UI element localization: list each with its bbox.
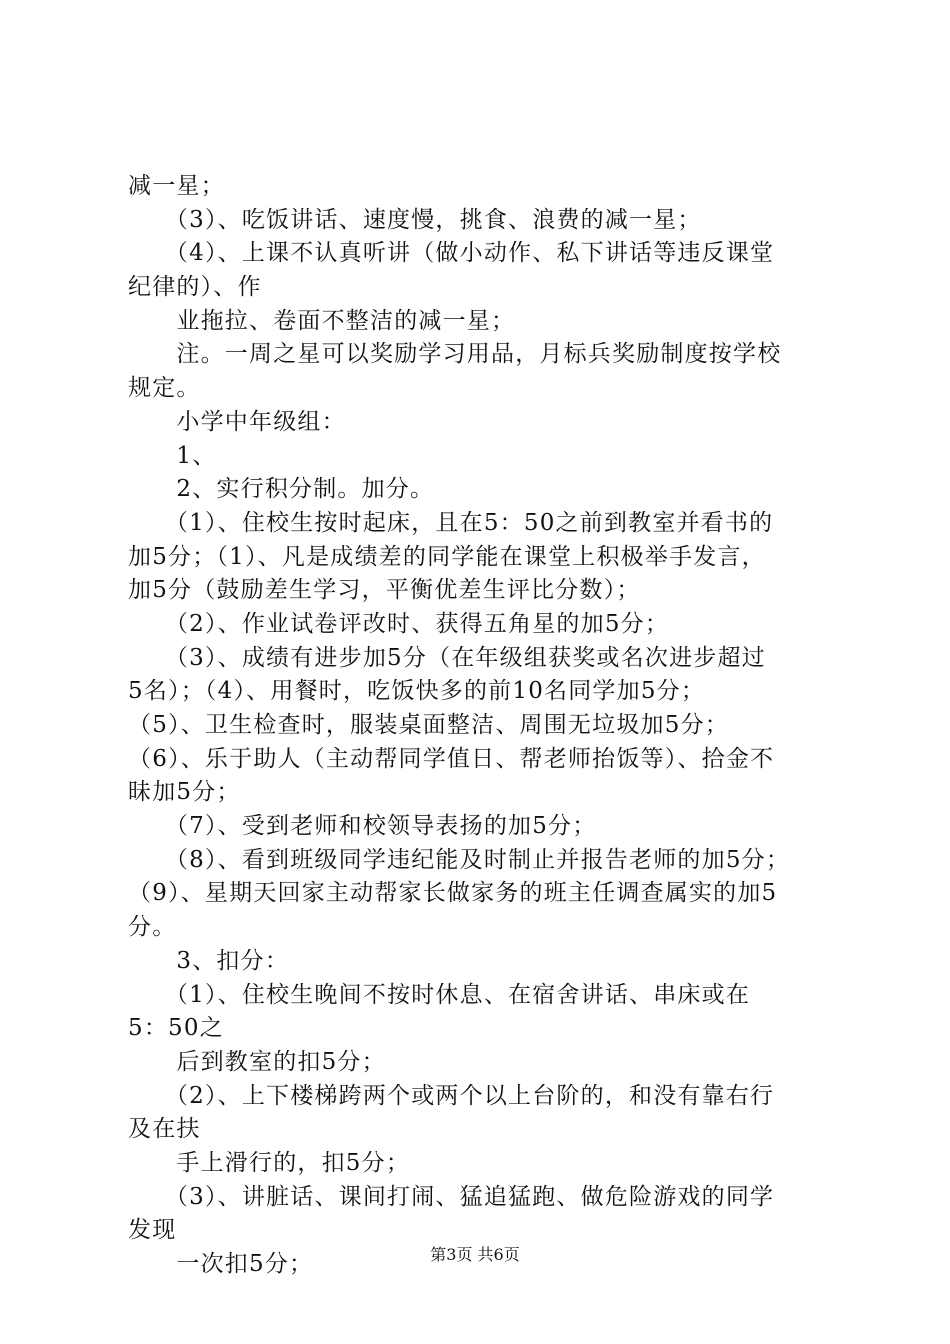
- text-line: 及在扶: [128, 1116, 201, 1143]
- text-line: （5）、卫生检查时，服装桌面整洁、周围无垃圾加5分；: [128, 712, 729, 738]
- text-line: （3）、吃饭讲话、速度慢，挑食、浪费的减一星；: [128, 206, 702, 233]
- text-line: （2）、上下楼梯跨两个或两个以上台阶的，和没有靠右行: [128, 1082, 775, 1109]
- text-line: 手上滑行的，扣5分；: [128, 1149, 411, 1176]
- text-line: （3）、讲脏话、课间打闹、猛追猛跑、做危险游戏的同学: [128, 1183, 775, 1210]
- text-line: （9）、星期天回家主动帮家长做家务的班主任调查属实的加5: [128, 880, 778, 907]
- text-line: 小学中年级组：: [128, 408, 346, 435]
- text-line: 昧加5分；: [128, 779, 241, 806]
- text-line: （6）、乐于助人（主动帮同学值日、帮老师抬饭等）、拾金不: [128, 745, 775, 772]
- text-line: 加5分（鼓励差生学习，平衡优差生评比分数）；: [128, 577, 641, 604]
- text-line: 发现: [128, 1217, 177, 1244]
- text-line: （4）、上课不认真听讲（做小动作、私下讲话等违反课堂: [128, 240, 775, 267]
- text-line: 5名）；（4）、用餐时，吃饭快多的前10名同学加5分；: [128, 678, 706, 705]
- text-line: 规定。: [128, 375, 201, 402]
- text-line: 2、实行积分制。加分。: [128, 476, 435, 503]
- text-line: （1）、住校生晚间不按时休息、在宿舍讲话、串床或在: [128, 981, 751, 1008]
- text-line: 加5分；（1）、凡是成绩差的同学能在课堂上积极举手发言，: [128, 543, 766, 570]
- body-text: [128, 170, 838, 1282]
- text-line: 分。: [128, 914, 177, 941]
- text-line: 3、扣分：: [128, 947, 290, 974]
- text-line: （7）、受到老师和校领导表扬的加5分；: [128, 813, 597, 840]
- text-line: 5：50之: [128, 1015, 224, 1042]
- text-line: （2）、作业试卷评改时、获得五角星的加5分；: [128, 610, 670, 637]
- text-line: 注。一周之星可以奖励学习用品，月标兵奖励制度按学校: [128, 341, 782, 368]
- page-footer: 第3页 共6页: [430, 1245, 520, 1264]
- text-line: 业拖拉、卷面不整洁的减一星；: [128, 307, 516, 334]
- text-line: 减一星；: [128, 173, 225, 199]
- text-line: （1）、住校生按时起床，且在5：50之前到教室并看书的: [128, 509, 774, 536]
- text-line: 纪律的）、作: [128, 274, 262, 301]
- text-line: 后到教室的扣5分；: [128, 1048, 386, 1075]
- text-line: （3）、成绩有进步加5分（在年级组获奖或名次进步超过: [128, 644, 766, 671]
- text-line: 一次扣5分；: [128, 1251, 314, 1277]
- text-line: （8）、看到班级同学违纪能及时制止并报告老师的加5分；: [128, 846, 791, 873]
- text-line: 1、: [128, 442, 217, 469]
